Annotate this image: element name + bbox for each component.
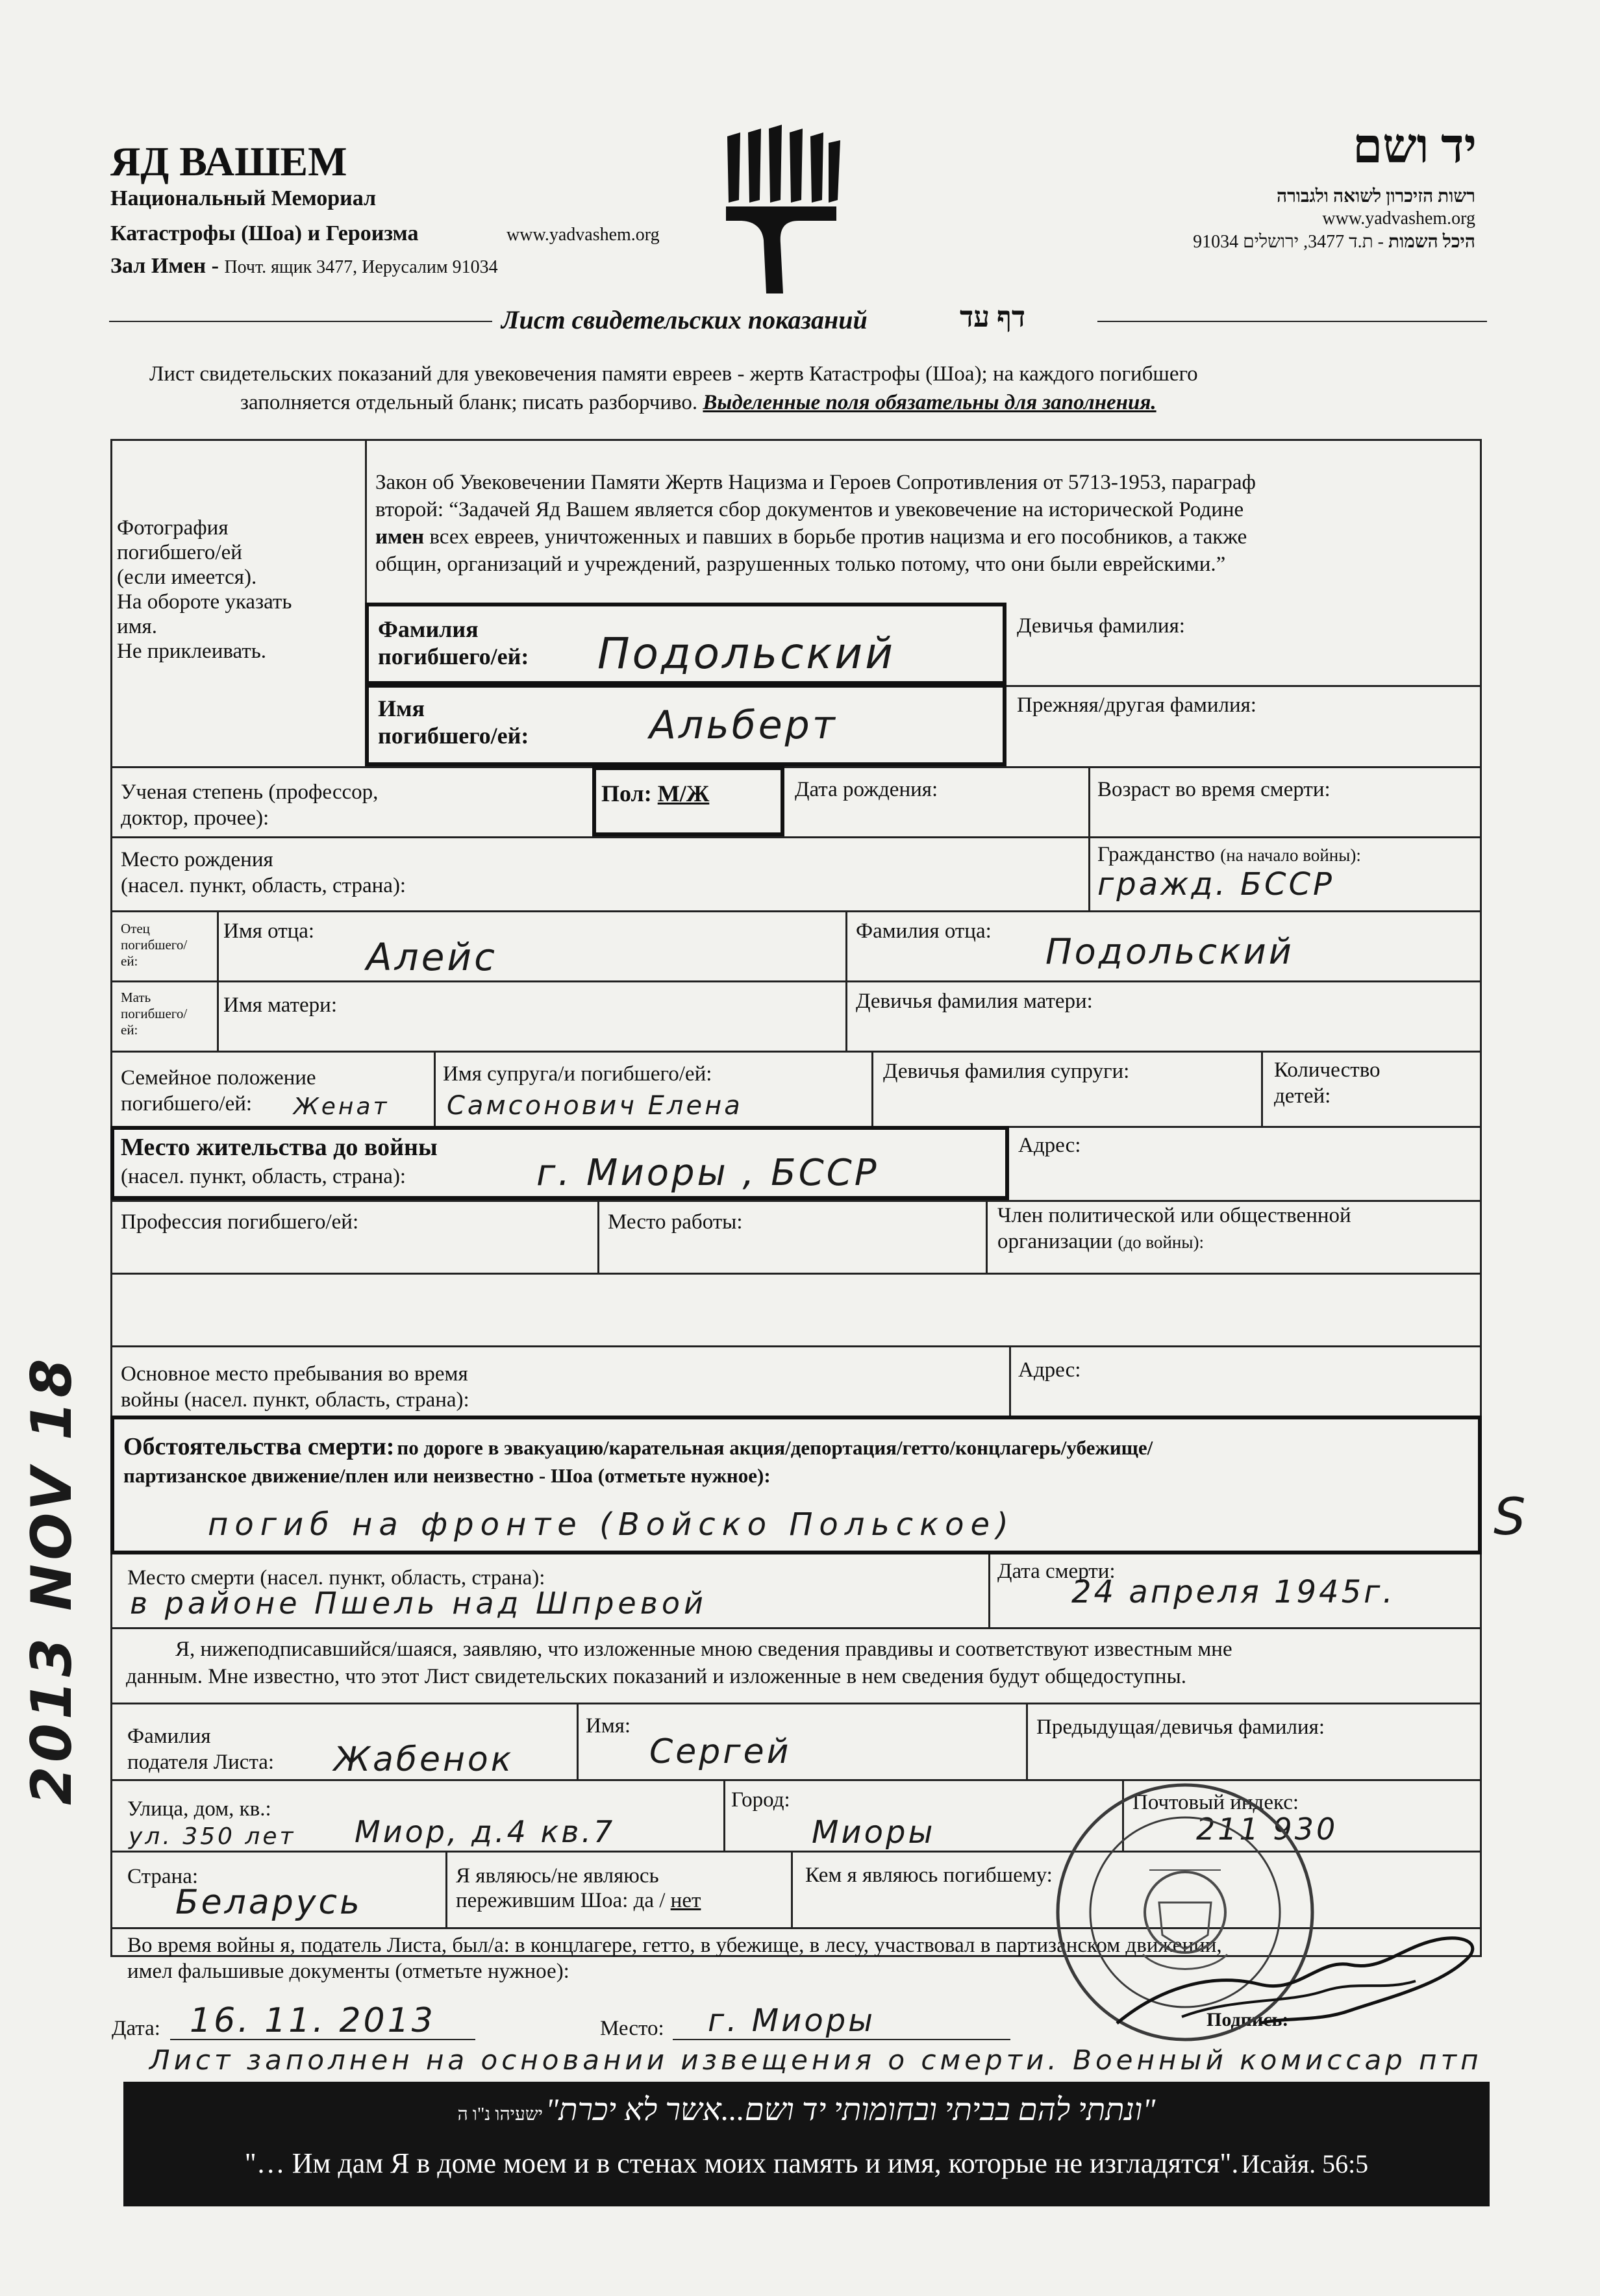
- rule: [986, 1200, 988, 1273]
- label-line: Член политической или общественной: [997, 1204, 1351, 1227]
- relation-label: Кем я являюсь погибшему:: [805, 1864, 1053, 1887]
- photo-line: Не приклеивать.: [117, 640, 267, 663]
- hall-of-names-ru: [110, 253, 498, 281]
- label-part: пережившим Шоа:: [456, 1889, 629, 1912]
- title-rule-left: [109, 321, 492, 322]
- label-note: (до войны):: [1118, 1232, 1204, 1252]
- label-line: погибшего/ей:: [378, 723, 529, 749]
- label-line: Мать: [121, 990, 151, 1005]
- org-name-he: יד ושם: [1353, 120, 1477, 173]
- label-line: [456, 1888, 701, 1913]
- margin-mark: S: [1494, 1488, 1529, 1547]
- victim-name-label: [378, 695, 529, 749]
- country-label: Страна:: [127, 1865, 199, 1888]
- label-line: Семейное положение: [121, 1066, 316, 1090]
- survivor-no-option[interactable]: нет: [670, 1889, 701, 1912]
- label-line: погибшего/ей:: [121, 1092, 253, 1116]
- rule: [110, 1273, 1482, 1275]
- mother-maiden-label: Девичья фамилия матери:: [856, 990, 1093, 1013]
- rule: [445, 1851, 447, 1927]
- label-line: Фамилия: [378, 616, 479, 642]
- residence-value: г. Миоры , БССР: [536, 1152, 879, 1194]
- death-circumstances-value: погиб на фронте (Войско Польское): [208, 1506, 1015, 1543]
- rule: [871, 1051, 873, 1126]
- street-label: Улица, дом, кв.:: [127, 1797, 271, 1821]
- footer-quote-banner: [123, 2082, 1490, 2206]
- rule: [110, 980, 1482, 982]
- mother-name-label: Имя матери:: [223, 993, 337, 1017]
- spouse-maiden-label: Девичья фамилия супруги:: [883, 1060, 1130, 1083]
- victim-surname-value: Подольский: [597, 629, 896, 679]
- residence-title: Место жительства до войны: [121, 1134, 438, 1161]
- label-line: Имя: [378, 695, 425, 721]
- declaration-line2: данным. Мне известно, что этот Лист свидетельских показаний и изложенные в нем сведения будут общедоступны.: [126, 1665, 1187, 1688]
- law-quote: [375, 469, 1256, 578]
- signature-label: Подпись:: [1206, 2009, 1289, 2030]
- spouse-name-value: Самсонович Елена: [447, 1091, 743, 1121]
- declaration-line1: Я, нижеподписавшийся/шаяся, заявляю, что изложенные мною сведения правдивы и соответствуют известным мне: [175, 1638, 1232, 1661]
- country-value: Беларусь: [175, 1883, 362, 1922]
- survivor-label: [456, 1864, 701, 1913]
- photo-line: На обороте указать: [117, 590, 292, 614]
- workplace-label: Место работы:: [608, 1210, 743, 1234]
- footer-russian-quote: "… Им дам Я в доме моем и в стенах моих память и имя, которые не изгладятся".: [244, 2147, 1239, 2179]
- rule: [791, 1851, 793, 1927]
- sex-label: Пол:: [601, 780, 652, 806]
- label-line: Количество: [1274, 1058, 1381, 1082]
- required-fields-note: Выделенные поля обязательны для заполнения.: [703, 391, 1156, 414]
- victim-prev-surname-label: Прежняя/другая фамилия:: [1017, 693, 1256, 717]
- sex-options[interactable]: М/Ж: [657, 780, 710, 806]
- street-value-b: Миор, д.4 кв.7: [355, 1814, 616, 1849]
- circ-title: Обстоятельства смерти:: [123, 1433, 395, 1460]
- label-line: ей:: [121, 1022, 138, 1038]
- rule: [110, 1051, 1482, 1053]
- intro-line2-text: заполняется отдельный бланк; писать разборчиво.: [240, 391, 698, 414]
- label-line: [997, 1229, 1351, 1254]
- org-line1-ru: Национальный Мемориал: [110, 186, 377, 210]
- zip-label: Почтовый индекс:: [1132, 1791, 1299, 1814]
- birthplace-label: [121, 847, 406, 899]
- rule: [723, 1779, 725, 1851]
- rule: [110, 910, 1482, 912]
- rule: [597, 1200, 599, 1273]
- children-count-label: [1274, 1057, 1381, 1109]
- submit-place-value: г. Миоры: [708, 2003, 876, 2039]
- spouse-name-label: Имя супруга/и погибшего/ей:: [443, 1062, 712, 1086]
- father-name-label: Имя отца:: [223, 919, 315, 943]
- label-line: доктор, прочее):: [121, 806, 269, 830]
- label-line: погибшего/: [121, 937, 188, 953]
- age-at-death-label: Возраст во время смерти:: [1097, 778, 1331, 801]
- citizenship-note: (на начало войны):: [1220, 845, 1361, 865]
- rule: [110, 836, 1482, 838]
- wartime-experience-line2: имел фальшивые документы (отметьте нужное):: [127, 1960, 569, 1983]
- website-ru[interactable]: www.yadvashem.org: [506, 225, 660, 245]
- label-line: Основное место пребывания во время: [121, 1362, 468, 1386]
- dob-label: Дата рождения:: [795, 778, 938, 801]
- membership-label: [997, 1203, 1351, 1254]
- hall-address-he: [1193, 231, 1475, 253]
- submitter-name-label: Имя:: [586, 1714, 631, 1738]
- father-side-label: [121, 921, 187, 969]
- footer-russian: [123, 2147, 1490, 2180]
- rule: [110, 766, 1482, 768]
- submitter-surname-value: Жабенок: [334, 1740, 514, 1779]
- law-bold-word: имен: [375, 525, 425, 549]
- submit-date-value: 16. 11. 2013: [190, 2001, 436, 2040]
- law-line: общин, организаций и учреждений, разрушенных только потому, что они были еврейскими.”: [375, 553, 1226, 576]
- marital-status-label: [121, 1065, 316, 1117]
- death-place-label: Место смерти (насел. пункт, область, страна):: [127, 1566, 545, 1590]
- father-name-value: Алейс: [366, 935, 498, 979]
- residence-sub: (насел. пункт, область, страна):: [121, 1165, 406, 1188]
- submit-place-label: Место:: [600, 2017, 664, 2040]
- label-line: ей:: [121, 953, 138, 969]
- mother-side-label: [121, 990, 187, 1038]
- label-line: Фамилия: [127, 1725, 211, 1748]
- photo-instructions: [117, 516, 292, 664]
- website-he[interactable]: www.yadvashem.org: [1322, 208, 1475, 229]
- rule: [1009, 1126, 1482, 1128]
- hall-label: Зал Имен -: [110, 254, 219, 278]
- footer-hebrew: [123, 2092, 1490, 2128]
- rule: [1088, 836, 1090, 910]
- rule: [1026, 1703, 1028, 1779]
- rule: [434, 1051, 436, 1126]
- citizenship-label: Гражданство: [1097, 843, 1215, 866]
- wartime-location-label: [121, 1361, 469, 1413]
- profession-label: Профессия погибшего/ей:: [121, 1210, 359, 1234]
- intro-line1: Лист свидетельских показаний для увековечения памяти евреев - жертв Катастрофы (Шоа); на каждого погибшего: [149, 362, 1198, 386]
- label-line: подателя Листа:: [127, 1751, 275, 1774]
- sheet-title-ru: Лист свидетельских показаний: [501, 305, 868, 334]
- residence-address-label: Адрес:: [1018, 1134, 1081, 1157]
- rule: [1009, 1345, 1011, 1417]
- yad-vashem-logo: [721, 123, 844, 299]
- city-label: Город:: [731, 1788, 790, 1812]
- city-value: Миоры: [812, 1814, 936, 1851]
- rule: [110, 1200, 1482, 1202]
- received-date-stamp: 2013 NOV 18: [19, 1354, 84, 1805]
- submit-date-label: Дата:: [112, 2017, 160, 2040]
- org-name-ru: ЯД ВАШЕМ: [110, 138, 347, 184]
- death-date-label: Дата смерти:: [997, 1560, 1116, 1583]
- law-line: Закон об Увековечении Памяти Жертв Нацизма и Героев Сопротивления от 5713-1953, параграф: [375, 471, 1256, 494]
- marital-status-value: Женат: [294, 1093, 390, 1120]
- death-circumstances-header: [123, 1432, 1153, 1461]
- label-line: погибшего/: [121, 1006, 188, 1021]
- zip-value: 211 930: [1196, 1812, 1338, 1847]
- citizenship-value: гражд. БССР: [1097, 866, 1334, 903]
- victim-maiden-label: Девичья фамилия:: [1017, 614, 1185, 638]
- submitter-signature: [1104, 1919, 1494, 2049]
- submitter-name-value: Сергей: [649, 1732, 792, 1771]
- rule: [110, 1627, 1482, 1629]
- victim-name-value: Альберт: [649, 703, 838, 748]
- label-line: войны (насел. пункт, область, страна):: [121, 1388, 469, 1412]
- submitter-surname-label: [127, 1723, 274, 1775]
- death-place-value: в районе Пшель над Шпревой: [130, 1586, 707, 1621]
- postal-address: Почт. ящик 3477, Иерусалим 91034: [224, 257, 498, 277]
- father-surname-value: Подольский: [1045, 931, 1294, 972]
- photo-line: погибшего/ей: [117, 541, 242, 564]
- separator: /: [654, 1889, 671, 1912]
- rule: [577, 1703, 579, 1779]
- label-part: организации: [997, 1230, 1113, 1253]
- death-date-value: 24 апреля 1945г.: [1071, 1574, 1395, 1610]
- father-surname-label: Фамилия отца:: [856, 919, 992, 943]
- circ-options: по дороге в эвакуацию/карательная акция/депортация/гетто/концлагерь/убежище/: [397, 1436, 1153, 1459]
- circ-options-line2: партизанское движение/плен или неизвестно - Шоа (отметьте нужное):: [123, 1464, 771, 1487]
- rule: [988, 1554, 990, 1627]
- footer-hebrew-quote: "ונתתי להם בביתי ובחומותי יד ושם...אשר לא יכרת": [545, 2093, 1156, 2127]
- survivor-yes-option[interactable]: да: [633, 1889, 654, 1912]
- rule: [110, 1703, 1482, 1704]
- wartime-address-label: Адрес:: [1018, 1358, 1081, 1382]
- org-line1-he: רשות הזיכרון לשואה ולגבורה: [1276, 186, 1475, 206]
- photo-line: имя.: [117, 615, 157, 638]
- place-underline: [673, 2039, 1010, 2040]
- citizenship-label-group: [1097, 842, 1361, 867]
- photo-line: Фотография: [117, 516, 229, 540]
- intro-line2: [240, 390, 1156, 416]
- label-line: Отец: [121, 921, 150, 936]
- label-line: детей:: [1274, 1084, 1331, 1108]
- victim-surname-label: [378, 616, 529, 670]
- handwritten-note: Лист заполнен на основании извещения о смерти. Военный комиссар птп: [149, 2044, 1482, 2076]
- rule: [1006, 685, 1482, 687]
- label-line: (насел. пункт, область, страна):: [121, 874, 406, 897]
- footer-russian-source: Исайя. 56:5: [1241, 2149, 1369, 2178]
- street-value-a: ул. 350 лет: [129, 1823, 296, 1850]
- label-line: Ученая степень (профессор,: [121, 780, 379, 804]
- title-rule-right: [1097, 321, 1487, 322]
- label-line: Место рождения: [121, 848, 273, 871]
- rule: [1261, 1051, 1263, 1126]
- label-line: погибшего/ей:: [378, 643, 529, 669]
- sex-label-group: [601, 779, 709, 808]
- org-line2-ru: Катастрофы (Шоа) и Героизма: [110, 221, 419, 245]
- hall-label-he: היכל השמות: [1388, 232, 1475, 252]
- footer-hebrew-source: ישעיהו נ"ו ה: [457, 2104, 544, 2125]
- law-line-rest: всех евреев, уничтоженных и павших в борьбе против нацизма и его пособников, а также: [424, 525, 1247, 549]
- rule: [1088, 766, 1090, 836]
- wartime-experience-line1: Во время войны я, податель Листа, был/а: в концлагере, гетто, в убежище, в лесу, участвовал в партизанском движении,: [127, 1934, 1222, 1957]
- degree-label: [121, 779, 378, 831]
- sheet-title-he: דף עד: [960, 301, 1026, 333]
- submitter-prev-surname-label: Предыдущая/девичья фамилия:: [1036, 1716, 1325, 1739]
- law-line: [375, 523, 1256, 551]
- photo-line: (если имеется).: [117, 566, 257, 589]
- law-line: второй: “Задачей Яд Вашем является сбор документов и увековечение на исторической Родине: [375, 498, 1244, 521]
- label-line: Я являюсь/не являюсь: [456, 1864, 659, 1888]
- rule: [110, 1345, 1482, 1347]
- address-he: - ת.ד 3477, ירושלים 91034: [1193, 232, 1384, 252]
